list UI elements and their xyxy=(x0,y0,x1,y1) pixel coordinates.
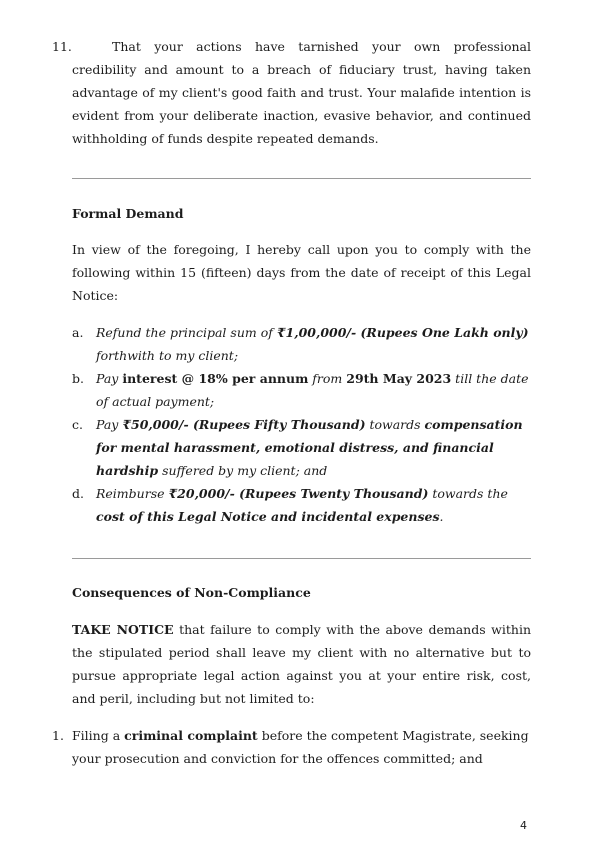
demand-amount: ₹50,000/- (Rupees Fifty Thousand) xyxy=(122,417,366,432)
criminal-complaint-term: criminal complaint xyxy=(124,728,258,743)
demand-text: towards the xyxy=(428,486,508,501)
demand-amount: ₹1,00,000/- (Rupees One Lakh only) xyxy=(276,325,529,340)
consequences-paragraph xyxy=(72,618,531,710)
list-marker: c. xyxy=(72,417,83,432)
demand-text: Reimburse xyxy=(96,486,169,501)
list-marker: a. xyxy=(72,325,84,340)
section-divider xyxy=(72,558,531,559)
demand-amount: ₹20,000/- (Rupees Twenty Thousand) xyxy=(168,486,429,501)
demand-text: Pay xyxy=(96,371,123,386)
demand-cost: cost of this Legal Notice and incidental expenses xyxy=(96,509,440,524)
list-marker: 1. xyxy=(52,728,64,743)
demand-text: . xyxy=(439,509,444,524)
demand-text: towards xyxy=(365,417,425,432)
demand-date: 29th May 2023 xyxy=(346,371,452,386)
demand-text: suffered by my client; and xyxy=(158,463,328,478)
list-marker: d. xyxy=(72,486,84,501)
demand-list xyxy=(72,321,534,528)
demand-text: till the date of actual payment; xyxy=(96,371,529,409)
paragraph-11: That your actions have tarnished your own professional credibility and amount to a breach of fiduciary trust, having taken advantage of my client's good faith and trust. Your malafide intention is evident from your deliberate inaction, evasive behavior, and continued withholding of funds despite repeated demands. xyxy=(72,39,531,146)
demand-item-d xyxy=(72,482,534,528)
consequence-text: before the competent Magistrate, seeking your prosecution and conviction for the offences committed; and xyxy=(72,728,529,766)
consequences-heading: Consequences of Non-Compliance xyxy=(72,585,311,600)
demand-item-c xyxy=(72,413,534,482)
take-notice-lead: TAKE NOTICE xyxy=(72,622,174,637)
demand-interest: interest @ 18% per annum xyxy=(122,371,309,386)
page-number: 4 xyxy=(520,819,527,832)
demand-text: Refund the principal sum of xyxy=(96,325,277,340)
consequence-text: Filing a xyxy=(72,728,125,743)
formal-demand-intro: In view of the foregoing, I hereby call upon you to comply with the following within 15 (fifteen) days from the date of receipt of this Legal Notice: xyxy=(72,242,531,303)
consequences-text: that failure to comply with the above demands within the stipulated period shall leave my client with no alternative but to pursue appropriate legal action against you at your entire risk, cost, and peril, including but not limited to: xyxy=(72,622,531,706)
consequence-item-1 xyxy=(52,724,532,770)
demand-text: Pay xyxy=(96,417,123,432)
demand-text: from xyxy=(308,371,347,386)
demand-text: forthwith to my client; xyxy=(96,348,239,363)
paragraph-number: 11. xyxy=(52,39,72,54)
section-divider xyxy=(72,178,531,179)
demand-item-b xyxy=(72,367,534,413)
demand-compensation: compensation for mental harassment, emotional distress, and financial hardship xyxy=(96,417,523,478)
formal-demand-heading: Formal Demand xyxy=(72,206,184,221)
list-marker: b. xyxy=(72,371,84,386)
demand-item-a xyxy=(72,321,534,367)
